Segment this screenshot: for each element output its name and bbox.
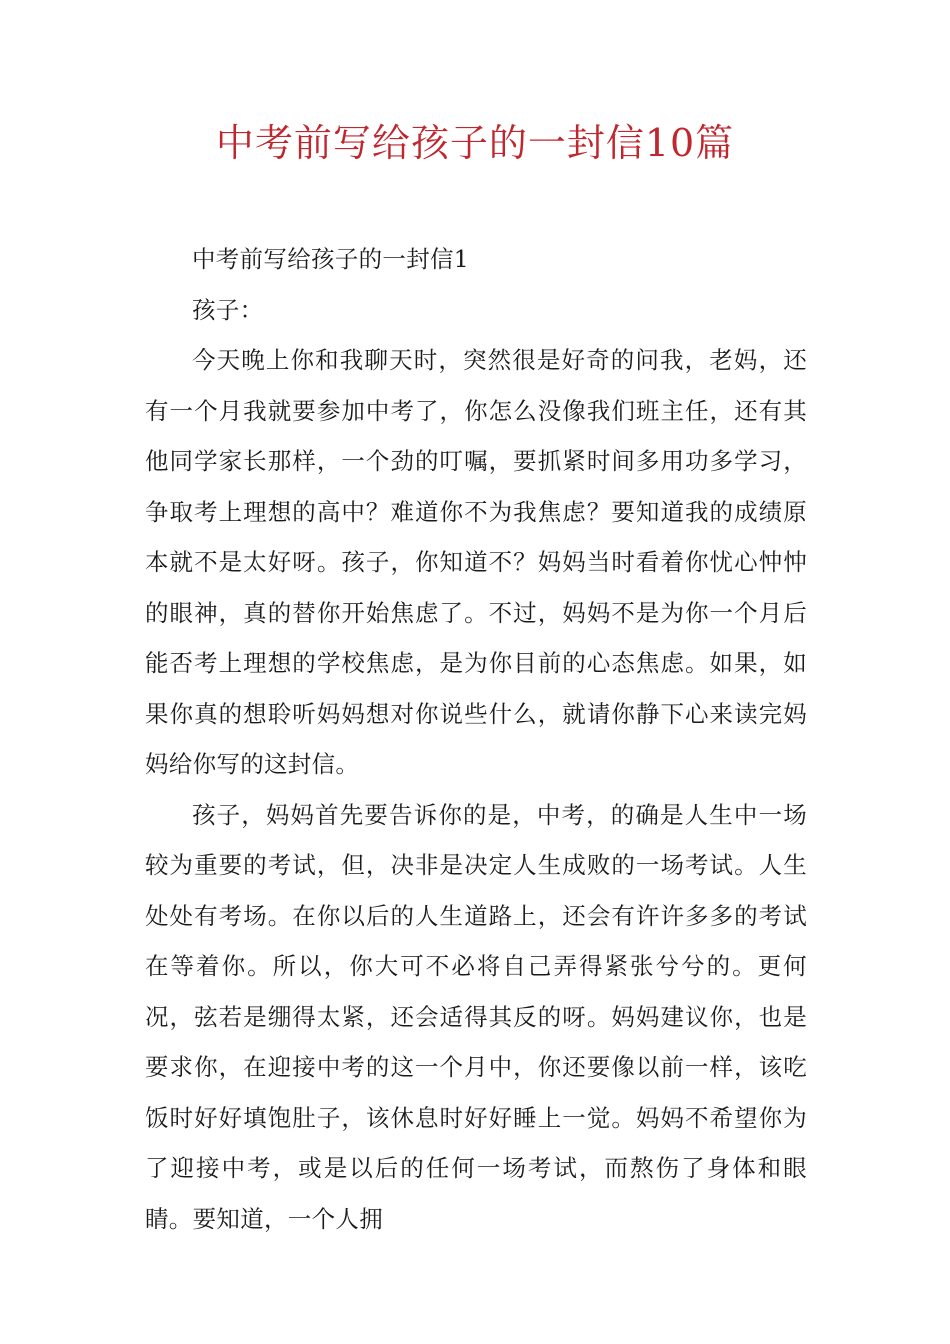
salutation: 孩子： [192, 295, 264, 324]
document-body [145, 234, 807, 1244]
document-title: 中考前写给孩子的一封信10篇 [215, 121, 735, 165]
body-paragraph: 今天晚上你和我聊天时，突然很是好奇的问我，老妈，还有一个月我就要参加中考了，你怎么没像我们班主任，还有其他同学家长那样，一个劲的叮嘱，要抓紧时间多用功多学习，争取考上理想的高中？难道你不为我焦虑？要知道我的成绩原本就不是太好呀。孩子，你知道不？妈妈当时看着你忧心忡忡的眼神，真的替你开始焦虑了。不过，妈妈不是为你一个月后能否考上理想的学校焦虑，是为你目前的心态焦虑。如果，如果你真的想聆听妈妈想对你说些什么，就请你静下心来读完妈妈给你写的这封信。 [145, 346, 807, 778]
body-paragraph: 孩子，妈妈首先要告诉你的是，中考，的确是人生中一场较为重要的考试，但，决非是决定人生成败的一场考试。人生处处有考场。在你以后的人生道路上，还会有许许多多的考试在等着你。所以，你大可不必将自己弄得紧张兮兮的。更何况，弦若是绷得太紧，还会适得其反的呀。妈妈建议你，也是要求你，在迎接中考的这一个月中，你还要像以前一样，该吃饭时好好填饱肚子，该休息时好好睡上一觉。妈妈不希望你为了迎接中考，或是以后的任何一场考试，而熬伤了身体和眼睛。要知道，一个人拥 [145, 800, 807, 1233]
section-heading: 中考前写给孩子的一封信1 [192, 245, 470, 273]
